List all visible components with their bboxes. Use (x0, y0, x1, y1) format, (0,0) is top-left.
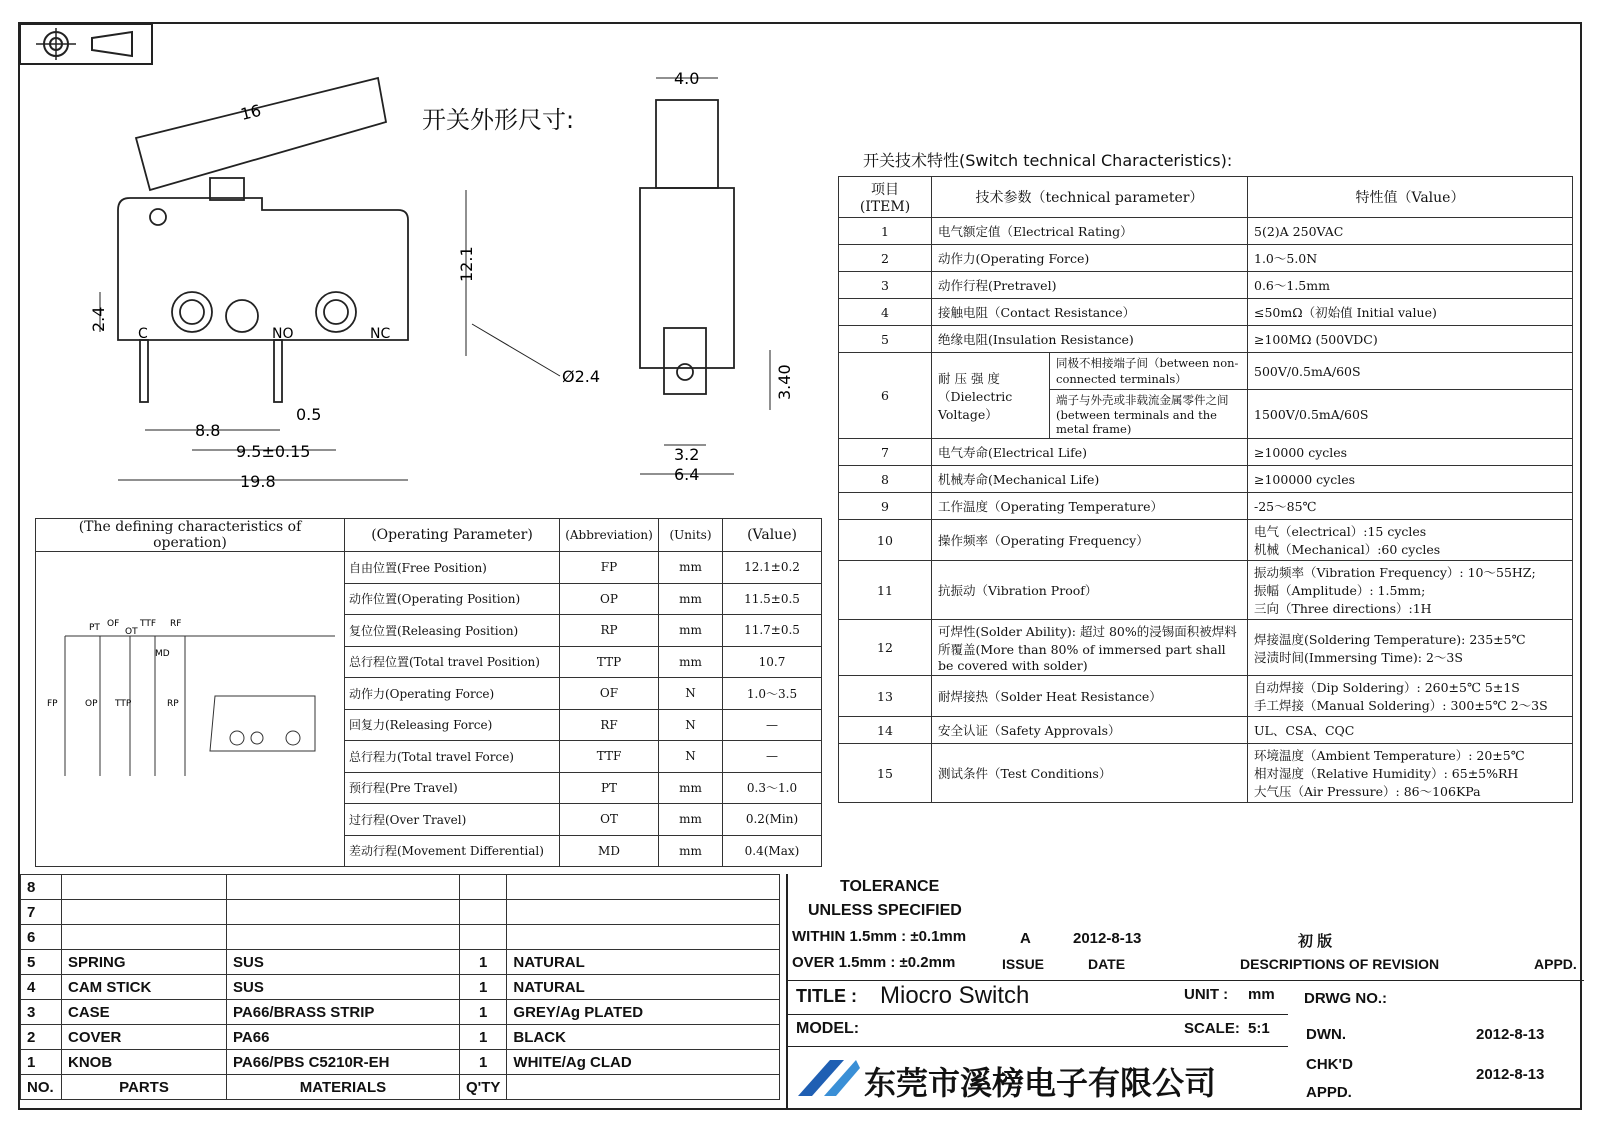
bom-part: KNOB (62, 1050, 227, 1075)
op-unit: N (659, 709, 723, 741)
drwg-label: DRWG NO.: (1304, 990, 1388, 1007)
title-block (786, 874, 1584, 1110)
op-param: 复位位置(Releasing Position) (345, 615, 560, 647)
tech-row (839, 439, 1573, 466)
title-label: TITLE : (796, 986, 857, 1006)
tech-param: 电气额定值（Electrical Rating） (932, 218, 1248, 245)
bom-part: CASE (62, 1000, 227, 1025)
tech-param: 动作行程(Pretravel) (932, 272, 1248, 299)
label-ttp: TTP (115, 699, 132, 709)
op-value: 10.7 (723, 646, 822, 678)
bom-material: PA66/BRASS STRIP (227, 1000, 460, 1025)
tol-1: TOLERANCE (840, 878, 940, 895)
tech-value: 1.0～5.0N (1248, 245, 1573, 272)
bom-qty (460, 875, 507, 900)
bom-finish: NATURAL (507, 975, 780, 1000)
bom-no: 4 (21, 975, 62, 1000)
tech-param: 机械寿命(Mechanical Life) (932, 466, 1248, 493)
op-abbr: OF (560, 678, 659, 710)
h-qty: Q'TY (460, 1075, 507, 1100)
h-param: (Operating Parameter) (345, 519, 560, 552)
op-abbr: FP (560, 552, 659, 584)
bom-part: SPRING (62, 950, 227, 975)
bom-finish: NATURAL (507, 950, 780, 975)
bom-material: SUS (227, 975, 460, 1000)
tech-num: 5 (839, 326, 932, 353)
tech-value: ≥100000 cycles (1248, 466, 1573, 493)
unit-label: UNIT : (1184, 986, 1229, 1003)
tech-value: 焊接温度(Soldering Temperature): 235±5℃ 浸渍时间(Immersing Time): 2～3S (1248, 620, 1573, 676)
op-param: 过行程(Over Travel) (345, 804, 560, 836)
op-value: 11.5±0.5 (723, 583, 822, 615)
dim-16: 16 (238, 100, 263, 125)
tech-param: 安全认证（Safety Approvals） (932, 717, 1248, 744)
terminal-c-label: C (138, 326, 148, 342)
tech-row (839, 218, 1573, 245)
tech-num: 6 (839, 353, 932, 439)
op-unit: mm (659, 835, 723, 867)
op-param: 总行程力(Total travel Force) (345, 741, 560, 773)
drawing-title: 开关外形尺寸: (422, 106, 575, 134)
tech-value: ≥10000 cycles (1248, 439, 1573, 466)
dim-3-2: 3.2 (674, 445, 700, 464)
tech-num: 9 (839, 493, 932, 520)
tech-param: 测试条件（Test Conditions） (932, 744, 1248, 803)
bom-qty: 1 (460, 950, 507, 975)
bom-part (62, 875, 227, 900)
tech-row (839, 245, 1573, 272)
op-param: 回复力(Releasing Force) (345, 709, 560, 741)
dim-4-0: 4.0 (674, 69, 700, 88)
tech-num: 14 (839, 717, 932, 744)
tech-row (839, 744, 1573, 803)
bom-no: 8 (21, 875, 62, 900)
h-value: (Value) (723, 519, 822, 552)
bom-row (21, 900, 780, 925)
label-of: OF (107, 619, 120, 629)
op-value: 11.7±0.5 (723, 615, 822, 647)
bom-row (21, 1025, 780, 1050)
scale-value: 5:1 (1248, 1020, 1270, 1037)
tech-num: 8 (839, 466, 932, 493)
op-param: 动作位置(Operating Position) (345, 583, 560, 615)
bom-part (62, 925, 227, 950)
op-value: — (723, 741, 822, 773)
tech-title: 开关技术特性(Switch technical Characteristics): (863, 151, 1233, 170)
tech-value: 5(2)A 250VAC (1248, 218, 1573, 245)
dim-dia-2-4: Ø2.4 (562, 367, 601, 386)
tech-value: 环境温度（Ambient Temperature）: 20±5℃ 相对湿度（Relative Humidity）: 65±5%RH 大气压（Air Pressure）: 86～106KPa (1248, 744, 1573, 803)
tech-value: -25～85℃ (1248, 493, 1573, 520)
tech-num: 1 (839, 218, 932, 245)
dim-3-40: 3.40 (775, 364, 794, 400)
label-pt: PT (89, 623, 100, 633)
op-param: 动作力(Operating Force) (345, 678, 560, 710)
terminal-nc-label: NC (370, 326, 391, 342)
bom-material: SUS (227, 950, 460, 975)
bom-no: 5 (21, 950, 62, 975)
tech-param: 可焊性(Solder Ability): 超过 80%的浸锡面积被焊料所覆盖(More than 80% of immersed part shall be covered with solder) (932, 620, 1248, 676)
tech-num: 3 (839, 272, 932, 299)
chkd-date: 2012-8-13 (1476, 1066, 1545, 1083)
switch-drawing (0, 60, 800, 510)
tech-value: 振动频率（Vibration Frequency）: 10～55HZ; 振幅（Amplitude）: 1.5mm; 三向（Three directions）:1H (1248, 561, 1573, 620)
op-row (36, 552, 822, 584)
op-unit: N (659, 678, 723, 710)
bom-qty: 1 (460, 1000, 507, 1025)
op-unit: N (659, 741, 723, 773)
dim-8-8: 8.8 (195, 421, 221, 440)
op-unit: mm (659, 615, 723, 647)
tech-row (839, 520, 1573, 561)
model-label: MODEL: (796, 1020, 860, 1037)
bom-row (21, 1050, 780, 1075)
tech-value: ≥100MΩ (500VDC) (1248, 326, 1573, 353)
tol-4: OVER 1.5mm : ±0.2mm (792, 954, 956, 971)
tech-value: 自动焊接（Dip Soldering）: 260±5℃ 5±1S 手工焊接（Manual Soldering）: 300±5℃ 2～3S (1248, 676, 1573, 717)
label-rf: RF (170, 619, 182, 629)
tol-3: WITHIN 1.5mm : ±0.1mm (792, 928, 967, 945)
tech-value: 电气（electrical）:15 cycles 机械（Mechanical）:60 cycles (1248, 520, 1573, 561)
op-abbr: OP (560, 583, 659, 615)
tech-table (838, 176, 1573, 803)
bom-no: 2 (21, 1025, 62, 1050)
h-def: (The defining characteristics of operation) (36, 519, 345, 552)
tech-num: 11 (839, 561, 932, 620)
bom-row (21, 875, 780, 900)
tech-row (839, 717, 1573, 744)
tech-num: 7 (839, 439, 932, 466)
op-abbr: MD (560, 835, 659, 867)
tech-row (839, 620, 1573, 676)
tech-param: 耐焊接热（Solder Heat Resistance） (932, 676, 1248, 717)
bom-finish (507, 900, 780, 925)
bom-material: PA66 (227, 1025, 460, 1050)
op-abbr: TTP (560, 646, 659, 678)
scale-label: SCALE: (1184, 1020, 1240, 1037)
bom-table (20, 874, 780, 1100)
rev-desc: 初 版 (1298, 933, 1333, 950)
op-abbr: OT (560, 804, 659, 836)
tech-value: 500V/0.5mA/60S (1248, 353, 1573, 390)
op-value: 0.2(Min) (723, 804, 822, 836)
bom-finish (507, 925, 780, 950)
dwn-date: 2012-8-13 (1476, 1026, 1545, 1043)
op-abbr: RF (560, 709, 659, 741)
label-md: MD (155, 649, 170, 659)
bom-no: 3 (21, 1000, 62, 1025)
h-desc: DESCRIPTIONS OF REVISION (1240, 956, 1440, 972)
h-issue: ISSUE (1002, 956, 1045, 972)
h-date: DATE (1088, 956, 1126, 972)
op-unit: mm (659, 804, 723, 836)
tech-num: 15 (839, 744, 932, 803)
tech-param: 工作温度（Operating Temperature） (932, 493, 1248, 520)
col-value: 特性值（Value） (1248, 177, 1573, 218)
bom-part (62, 900, 227, 925)
tech-param: 耐 压 强 度 （Dielectric Voltage） (932, 353, 1050, 439)
h-no: NO. (21, 1075, 62, 1100)
h-appd: APPD. (1534, 956, 1577, 972)
h-units: (Units) (659, 519, 723, 552)
tech-param: 电气寿命(Electrical Life) (932, 439, 1248, 466)
bom-material (227, 875, 460, 900)
dim-2-4: 2.4 (89, 306, 108, 332)
op-abbr: RP (560, 615, 659, 647)
tech-num: 10 (839, 520, 932, 561)
op-param: 自由位置(Free Position) (345, 552, 560, 584)
op-unit: mm (659, 552, 723, 584)
dim-12-1: 12.1 (457, 246, 476, 282)
tech-num: 2 (839, 245, 932, 272)
h-abbr: (Abbreviation) (560, 519, 659, 552)
tech-row (839, 466, 1573, 493)
op-unit: mm (659, 772, 723, 804)
dim-19-8: 19.8 (240, 472, 276, 491)
bom-row (21, 1000, 780, 1025)
bom-material (227, 925, 460, 950)
tech-param: 动作力(Operating Force) (932, 245, 1248, 272)
tech-row (839, 326, 1573, 353)
bom-qty: 1 (460, 1050, 507, 1075)
bom-finish (507, 875, 780, 900)
bom-no: 1 (21, 1050, 62, 1075)
appd-label: APPD. (1306, 1084, 1352, 1101)
tech-param: 绝缘电阻(Insulation Resistance) (932, 326, 1248, 353)
unit-value: mm (1248, 986, 1275, 1003)
tech-value: UL、CSA、CQC (1248, 717, 1573, 744)
tech-sub: 端子与外壳或非载流金属零件之间(between terminals and the metal frame) (1050, 390, 1248, 439)
bom-qty (460, 925, 507, 950)
op-param: 总行程位置(Total travel Position) (345, 646, 560, 678)
bom-no: 7 (21, 900, 62, 925)
op-param: 预行程(Pre Travel) (345, 772, 560, 804)
tech-row (839, 676, 1573, 717)
tech-num: 13 (839, 676, 932, 717)
bom-no: 6 (21, 925, 62, 950)
bom-row (21, 975, 780, 1000)
company-name: 东莞市溪榜电子有限公司 (864, 1064, 1217, 1102)
label-ot: OT (125, 627, 138, 637)
op-value: 0.4(Max) (723, 835, 822, 867)
bom-qty: 1 (460, 975, 507, 1000)
terminal-no-label: NO (272, 326, 294, 342)
op-abbr: TTF (560, 741, 659, 773)
tech-row (839, 272, 1573, 299)
chkd-label: CHK'D (1306, 1056, 1353, 1073)
rev: A (1020, 930, 1031, 947)
label-ttf: TTF (140, 619, 157, 629)
bom-material: PA66/PBS C5210R-EH (227, 1050, 460, 1075)
label-rp: RP (167, 699, 179, 709)
tech-row (839, 561, 1573, 620)
bom-material (227, 900, 460, 925)
company-logo (794, 1056, 864, 1100)
tech-value: 0.6～1.5mm (1248, 272, 1573, 299)
op-param: 差动行程(Movement Differential) (345, 835, 560, 867)
op-unit: mm (659, 646, 723, 678)
tol-2: UNLESS SPECIFIED (808, 902, 962, 919)
tech-value: ≤50mΩ（初始值 Initial value) (1248, 299, 1573, 326)
label-op: OP (85, 699, 98, 709)
dim-6-4: 6.4 (674, 465, 700, 484)
op-value: 0.3～1.0 (723, 772, 822, 804)
tech-param: 抗振动（Vibration Proof） (932, 561, 1248, 620)
op-value: — (723, 709, 822, 741)
dim-9-5: 9.5±0.15 (236, 442, 311, 461)
op-unit: mm (659, 583, 723, 615)
bom-qty (460, 900, 507, 925)
dwn-label: DWN. (1306, 1026, 1346, 1043)
h-parts: PARTS (62, 1075, 227, 1100)
tech-param: 接触电阻（Contact Resistance） (932, 299, 1248, 326)
tech-sub: 同极不相接端子间（between non-connected terminals） (1050, 353, 1248, 390)
tech-num: 12 (839, 620, 932, 676)
bom-part: CAM STICK (62, 975, 227, 1000)
bom-finish: BLACK (507, 1025, 780, 1050)
dim-0-5: 0.5 (296, 405, 322, 424)
tech-num: 4 (839, 299, 932, 326)
h-materials: MATERIALS (227, 1075, 460, 1100)
bom-qty: 1 (460, 1025, 507, 1050)
op-value: 12.1±0.2 (723, 552, 822, 584)
op-abbr: PT (560, 772, 659, 804)
bom-finish: GREY/Ag PLATED (507, 1000, 780, 1025)
operation-diagram (45, 616, 345, 786)
rev-date: 2012-8-13 (1073, 930, 1142, 947)
col-param: 技术参数（technical parameter） (932, 177, 1248, 218)
tech-row (839, 299, 1573, 326)
bom-row (21, 950, 780, 975)
label-fp: FP (47, 699, 58, 709)
bom-row (21, 925, 780, 950)
op-value: 1.0～3.5 (723, 678, 822, 710)
tech-value: 1500V/0.5mA/60S (1248, 390, 1573, 439)
tech-row (839, 493, 1573, 520)
title-value: Miocro Switch (880, 982, 1030, 1009)
tech-row (839, 353, 1573, 390)
bom-finish: WHITE/Ag CLAD (507, 1050, 780, 1075)
col-item: 项目 (ITEM) (839, 177, 932, 218)
tech-param: 操作频率（Operating Frequency） (932, 520, 1248, 561)
bom-part: COVER (62, 1025, 227, 1050)
